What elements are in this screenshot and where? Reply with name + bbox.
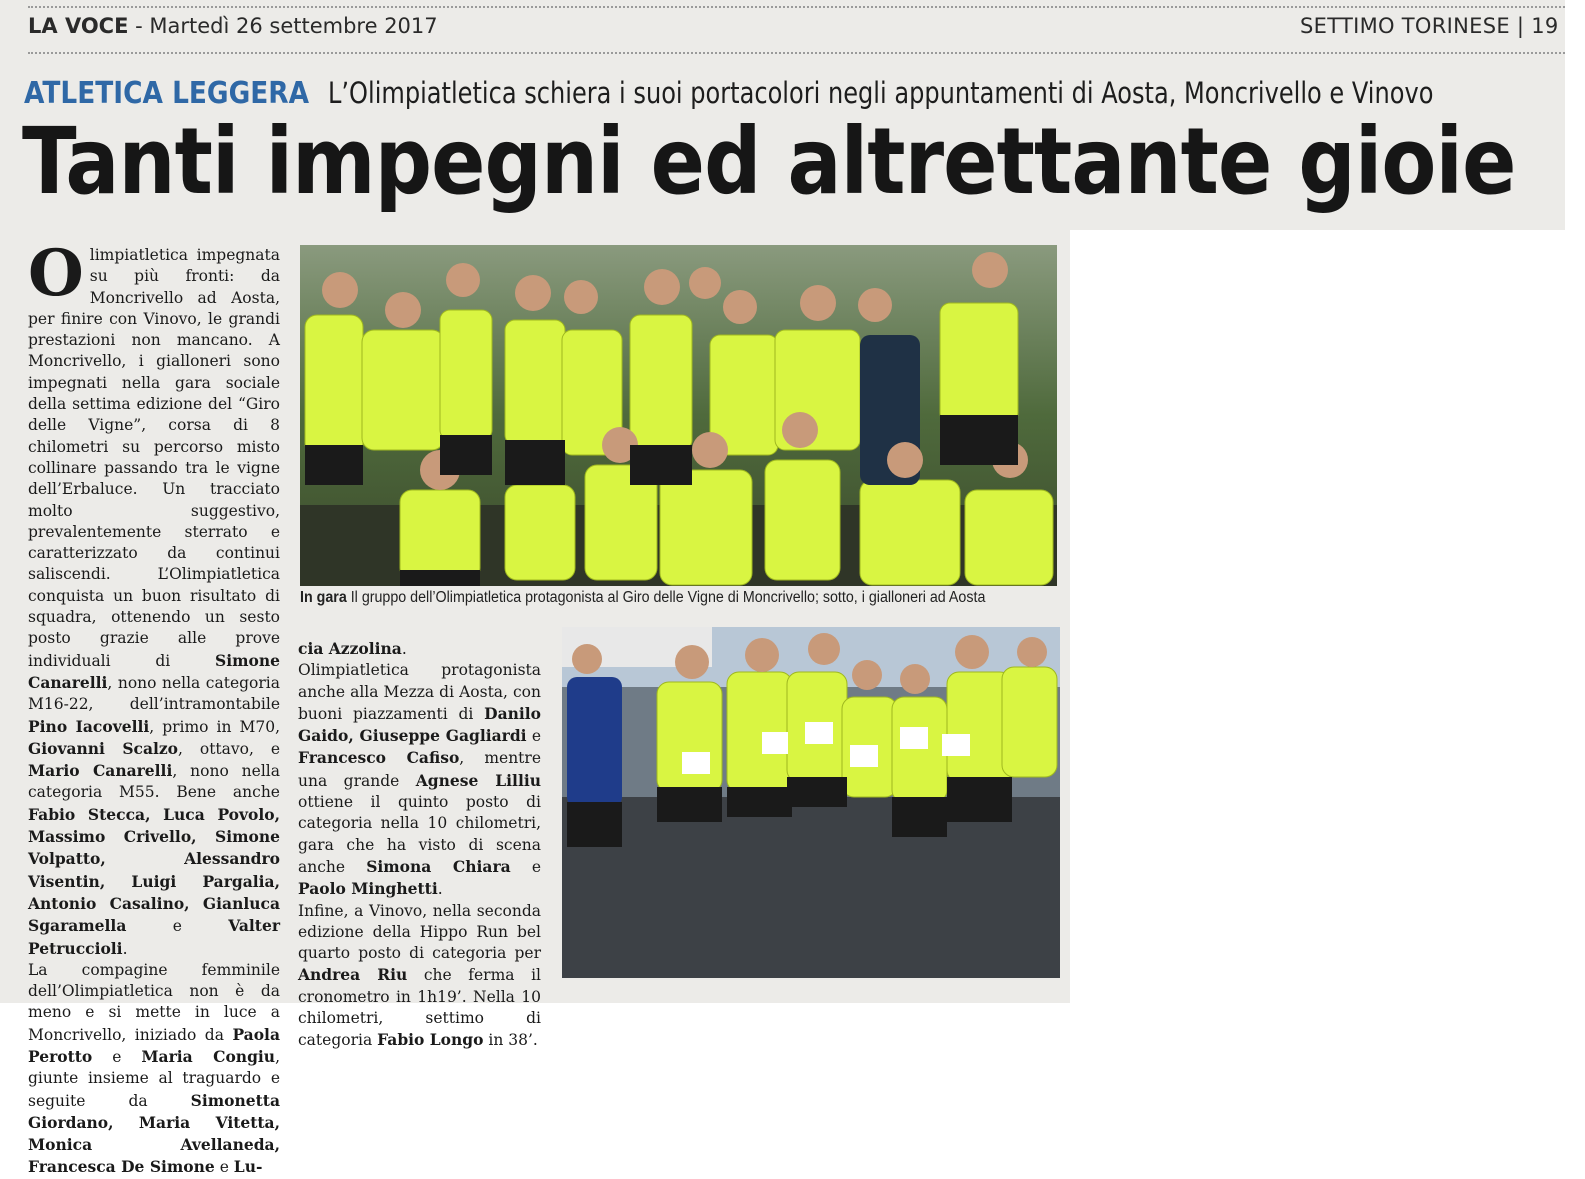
name-highlight: Danilo Gaido, Giuseppe Gagliardi <box>298 703 541 746</box>
masthead-brand: LA VOCE <box>28 14 129 38</box>
name-highlight: Fabio Longo <box>377 1030 484 1050</box>
text-run: e <box>510 857 541 876</box>
text-run: , nono nella categoria M16-22, dell’intramontabile <box>28 673 280 714</box>
drop-cap: O <box>28 236 84 311</box>
name-highlight: Paolo Minghetti <box>298 879 438 899</box>
race-photo-aosta <box>562 627 1060 978</box>
text-run: e <box>214 1158 234 1177</box>
text-run: , nono nella categoria M55. Bene anche <box>28 762 280 802</box>
caption-lead: In gara <box>300 589 347 606</box>
name-highlight: Pino Iacovelli <box>28 716 150 736</box>
name-highlight: Agnese Lilliu <box>415 770 541 790</box>
name-highlight: Paola Perotto <box>28 1024 280 1066</box>
article-column-1 <box>28 236 281 1179</box>
article-column-2 <box>298 638 541 1052</box>
name-highlight: Simona Chiara <box>366 856 511 876</box>
paragraph-4-text <box>298 661 541 898</box>
text-run: , primo in M70, <box>149 717 280 736</box>
text-run: . <box>401 640 407 658</box>
text-run: . <box>437 880 443 899</box>
paragraph-2 <box>28 960 280 1179</box>
text-run: , giunte insieme al traguardo e seguite da <box>28 1047 281 1110</box>
name-highlight: Fabio Stecca, Luca Povolo, Massimo Crivello, Simone Volpatto, Alessandro Visentin, Luigi Pargalia, Antonio Casalino, Gianluca Sgaramella <box>28 804 280 936</box>
text-run: , ottavo, e <box>178 739 280 758</box>
text-run: . <box>122 939 128 958</box>
name-highlight: Simone Canarelli <box>28 650 280 692</box>
text-run: e <box>92 1047 142 1066</box>
text-run: limpiatletica impegnata su più fronti: da Moncrivello ad Aosta, per finire con Vinovo, le grandi prestazioni non mancano. A Moncrivello, i gialloneri sono impegnati nella gara sociale della settima edizione del “Giro delle Vigne”, corsa di 8 chilometri su percorso misto collinare passando tra le vigne dell’Erbaluce. Un tracciato molto suggestivo, prevalentemente sterrato e caratterizzato da continui saliscendi. L’Olimpiatletica conquista un buon risultato di squadra, ottenendo un sesto posto grazie alle prove individuali di <box>28 246 280 670</box>
text-run: Infine, a Vinovo, nella seconda edizione della Hippo Run bel quarto posto di categoria per <box>298 901 541 963</box>
text-run: in 38’. <box>483 1031 538 1050</box>
paragraph-5 <box>298 901 541 1052</box>
text-run: , mentre una grande <box>298 749 541 790</box>
text-run: e <box>126 917 229 936</box>
text-run: e <box>526 727 541 746</box>
paragraph-1-text <box>28 236 280 958</box>
name-highlight: Mario Canarelli <box>28 761 173 781</box>
text-run: La compagine femminile dell’Olimpiatletica non è da meno e si mette in luce a Moncrivello, iniziado da <box>28 960 280 1044</box>
text-run: ottiene il quinto posto di categoria nella 10 chilometri, gara che ha visto di scena anche <box>298 793 541 876</box>
name-highlight: Simonetta Giordano, Maria Vitetta, Monica Avellaneda, Francesca De Simone <box>28 1090 280 1177</box>
group-photo-moncrivello <box>300 245 1057 586</box>
name-highlight: Lu- <box>233 1157 263 1177</box>
name-highlight: cia Azzolina <box>298 639 402 658</box>
article-headline: Tanti impegni ed altrettante gioie <box>22 108 1516 215</box>
text-run: Olimpiatletica protagonista anche alla Mezza di Aosta, con buoni piazzamenti di <box>298 661 541 723</box>
paragraph-5-text <box>298 902 541 1050</box>
name-highlight: Maria Congiu <box>141 1046 276 1066</box>
race-photo-illustration <box>562 627 1060 978</box>
article-kicker: ATLETICA LEGGERA <box>24 76 310 111</box>
paragraph-3-text <box>298 640 407 658</box>
page-margin-bottom-right <box>1070 230 1585 1003</box>
page-margin-right <box>1565 0 1585 230</box>
text-run: che ferma il cronometro in 1h19’. Nella 10 chilometri, settimo di categoria <box>298 966 541 1050</box>
masthead <box>28 14 438 48</box>
section-label: SETTIMO TORINESE | 19 <box>1300 14 1559 38</box>
name-highlight: Andrea Riu <box>298 965 408 985</box>
paragraph-3 <box>298 638 541 660</box>
header-divider <box>28 52 1565 54</box>
paragraph-1 <box>28 236 280 960</box>
name-highlight: Francesco Cafiso <box>298 748 460 768</box>
name-highlight: Valter Petruccioli <box>28 916 280 958</box>
paragraph-2-text <box>28 961 280 1177</box>
paragraph-4 <box>298 660 541 900</box>
group-photo-illustration <box>300 245 1057 586</box>
caption-text: Il gruppo dell’Olimpiatletica protagonista al Giro delle Vigne di Moncrivello; sotto, i gialloneri ad Aosta <box>346 589 986 606</box>
article-subhead: L’Olimpiatletica schiera i suoi portacolori negli appuntamenti di Aosta, Moncrivello e Vinovo <box>328 76 1434 110</box>
photo-caption <box>300 589 990 607</box>
top-divider <box>28 6 1565 8</box>
name-highlight: Giovanni Scalzo <box>28 738 179 758</box>
masthead-date: - Martedì 26 settembre 2017 <box>135 14 438 38</box>
